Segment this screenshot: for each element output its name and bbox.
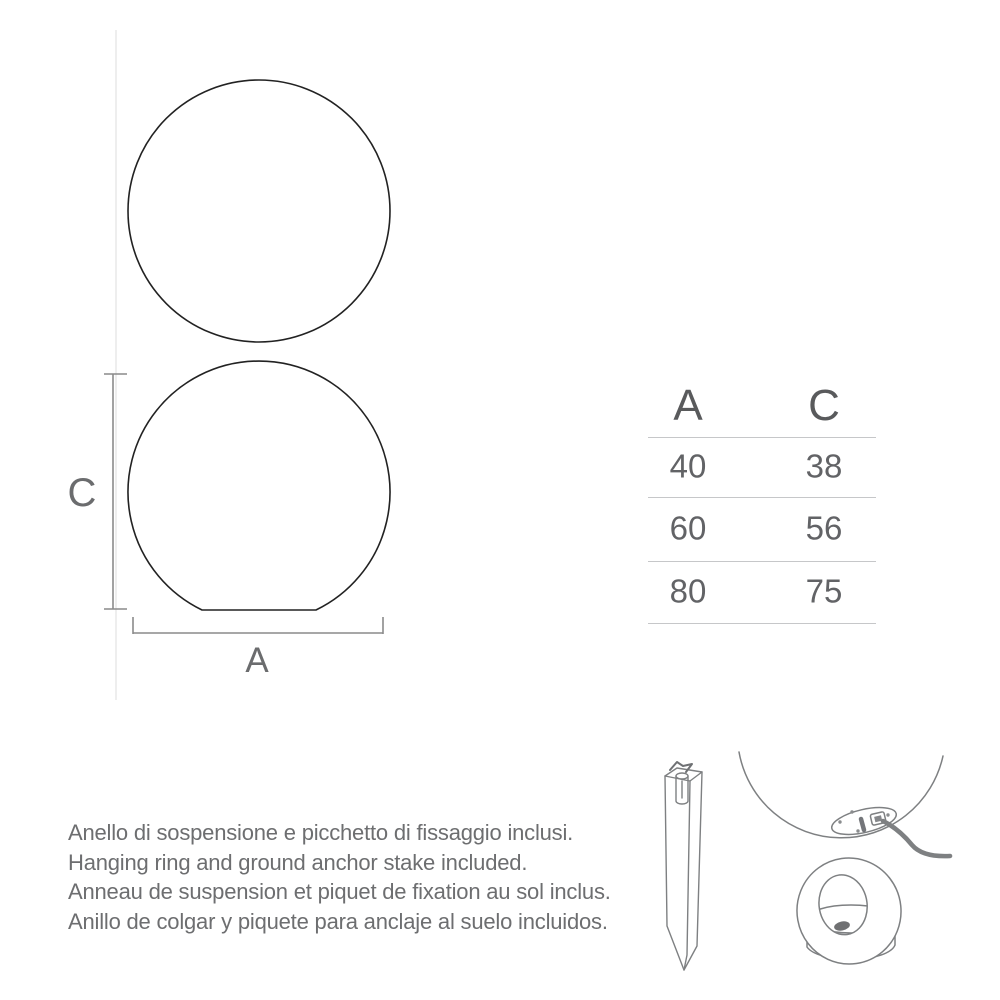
base-plate-slot xyxy=(861,819,864,830)
sphere-base-cable-icon xyxy=(739,752,950,856)
included-notes xyxy=(68,818,611,936)
sphere-front-flat-base xyxy=(128,361,390,610)
sphere-top-circle xyxy=(128,80,390,342)
value-a: 40 xyxy=(669,446,707,484)
value-c: 38 xyxy=(805,446,843,484)
note-line-french: Anneau de suspension et piquet de fixation au sol inclus. xyxy=(68,879,611,904)
power-cable xyxy=(883,821,950,856)
size-table xyxy=(648,383,876,624)
value-c: 75 xyxy=(805,571,843,609)
value-a: 60 xyxy=(669,508,707,546)
dimension-width xyxy=(133,617,383,634)
value-a: 80 xyxy=(669,571,707,609)
table-row xyxy=(648,498,876,562)
table-row xyxy=(648,438,876,498)
ground-stake-icon xyxy=(665,762,702,970)
note-line-spanish: Anillo de colgar y piquete para anclaje al suelo incluidos. xyxy=(68,908,608,934)
table-row xyxy=(648,562,876,624)
note-line-italian: Anello di sospensione e picchetto di fissaggio inclusi. xyxy=(68,820,574,845)
dimension-width-label: A xyxy=(245,641,269,680)
column-header-c: C xyxy=(808,381,840,430)
hanging-ring-icon xyxy=(790,851,908,970)
dimension-height-label: C xyxy=(67,471,97,515)
column-header-a: A xyxy=(673,381,703,430)
note-line-english: Hanging ring and ground anchor stake included. xyxy=(68,849,528,875)
value-c: 56 xyxy=(805,508,843,546)
size-table-header xyxy=(648,383,876,438)
